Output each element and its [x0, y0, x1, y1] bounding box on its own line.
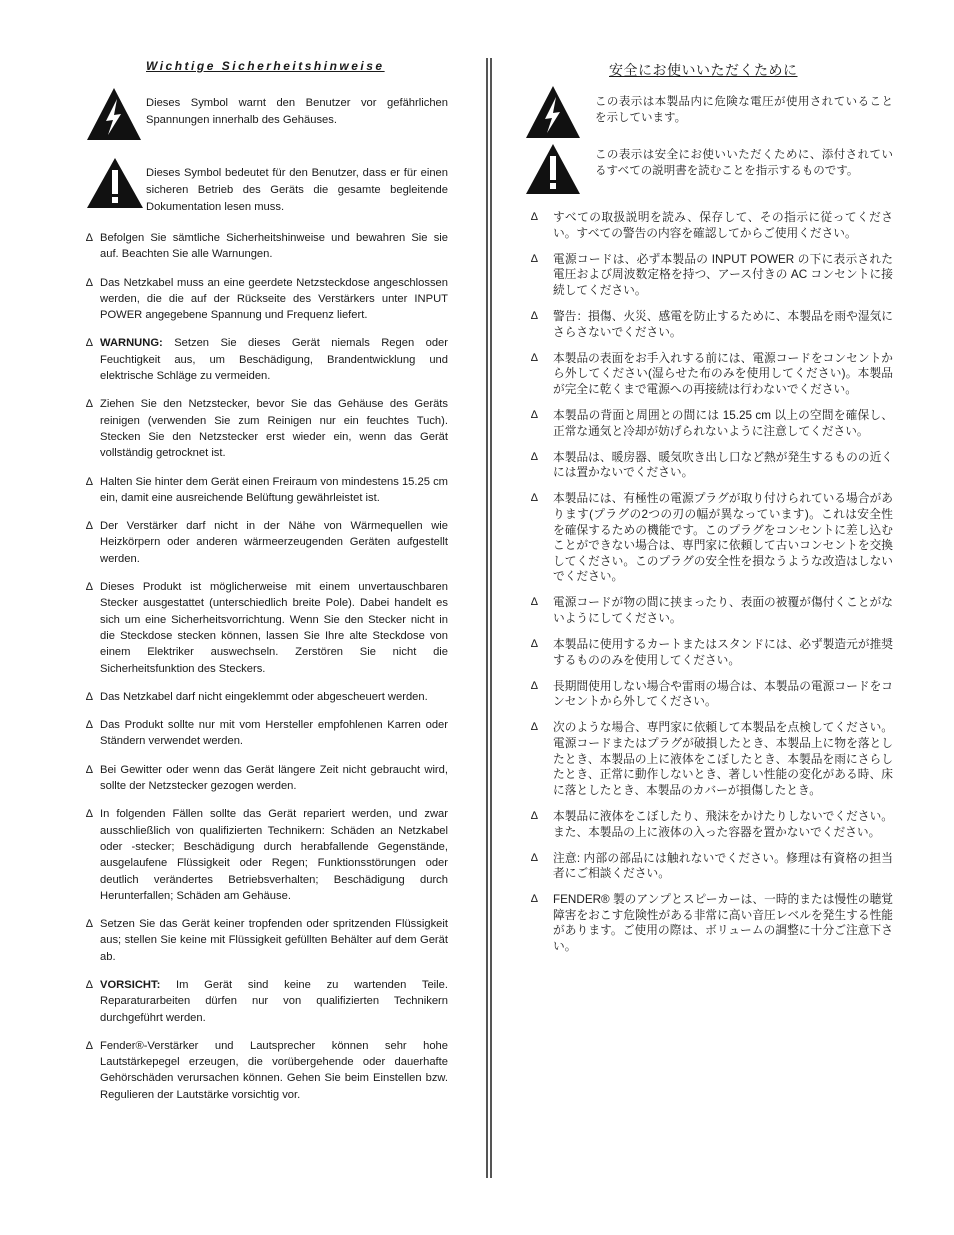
delta-bullet-icon: ∆ [531, 309, 538, 322]
instruction-text: 本製品には、有極性の電源プラグが取り付けられている場合があります(プラグの2つの刃の幅が異なっています)。これは安全性を確保するための機能です。このプラグをコンセントに差し込むことができない場合は、専門家に依頼して古いコンセントを交換してください。このプラグの安全性を損なうような改造はしないでください。 [553, 492, 893, 584]
instruction-text: Setzen Sie dieses Gerät niemals Regen oder Feuchtigkeit aus, um Beschädigung, Brandentwicklung und elektrische Schläge zu vermeiden. [100, 337, 448, 383]
delta-bullet-icon: ∆ [531, 252, 538, 265]
instruction-text: すべての取扱説明を読み、保存して、その指示に従ってください。すべての警告の内容を確認してからご使用ください。 [553, 211, 893, 240]
japanese-instruction-item [531, 408, 893, 439]
german-symbol-exclamation [86, 157, 448, 215]
german-instruction-item [86, 1038, 448, 1103]
delta-bullet-icon: ∆ [531, 679, 538, 692]
instruction-text: 電源コードが物の間に挟まったり、表面の被覆が傷付くことがないようにしてください。 [553, 596, 893, 625]
delta-bullet-icon: ∆ [86, 232, 93, 244]
instruction-text: 電源コードは、必ず本製品の INPUT POWER の下に表示された電圧および周波数定格を持つ、アース付きの AC コンセントに接続してください。 [553, 252, 893, 297]
japanese-instruction-item [531, 491, 893, 585]
german-instruction-item [86, 518, 448, 567]
german-instruction-item [86, 977, 448, 1026]
delta-bullet-icon: ∆ [531, 596, 538, 609]
german-instruction-item [86, 230, 448, 263]
german-instruction-item [86, 806, 448, 904]
instruction-text: 本製品に使用するカートまたはスタンドには、必ず製造元が推奨するもののみを使用してください。 [553, 638, 893, 667]
german-title: Wichtige Sicherheitshinweise [146, 59, 385, 73]
german-instruction-item [86, 275, 448, 324]
instruction-text: Ziehen Sie den Netzstecker, bevor Sie das Gehäuse des Geräts reinigen (verwenden Sie zum Reinigen nur ein feuchtes Tuch). Stecken Sie den Netzstecker erst wieder ein, wenn das Gerät vollständig getrocknet ist. [100, 398, 448, 460]
instruction-lead: WARNUNG: [100, 337, 163, 350]
delta-bullet-icon: ∆ [86, 763, 93, 776]
japanese-instruction-item [531, 309, 893, 340]
exclamation-warning-icon [86, 157, 144, 209]
delta-bullet-icon: ∆ [531, 450, 538, 463]
instruction-text: In folgenden Fällen sollte das Gerät repariert werden, und zwar ausschließlich von qualifizierten Technikern: Schäden an Netzkabel oder -stecker; Beschädigung durch herabfallende Gegenstände, ausgelaufene Flüssigkeit oder Regen; Funktionsstörungen oder deutlich verändertes Betriebsverhalten; Beschädigung durch Herunterfallen; Schäden am Gehäuse. [100, 808, 448, 902]
instruction-text: Befolgen Sie sämtliche Sicherheitshinweise und bewahren Sie sie auf. Beachten Sie alle Warnungen. [100, 232, 448, 261]
german-instruction-item [86, 474, 448, 507]
lightning-warning-icon [86, 87, 142, 141]
german-instruction-item [86, 689, 448, 705]
japanese-instruction-item [531, 851, 893, 882]
german-instruction-item [86, 916, 448, 965]
japanese-instruction-item [531, 450, 893, 481]
german-instruction-item [86, 579, 448, 677]
lightning-warning-icon [525, 85, 581, 139]
japanese-instruction-item [531, 809, 893, 840]
instruction-text: Bei Gewitter oder wenn das Gerät längere Zeit nicht gebraucht wird, sollte der Netzstecker gezogen werden. [100, 763, 448, 793]
delta-bullet-icon: ∆ [531, 721, 538, 734]
instruction-text: 警告：損傷、火災、感電を防止するために、本製品を雨や湿気にさらさないでください。 [553, 309, 893, 339]
instruction-text: Das Produkt sollte nur mit vom Hersteller empfohlenen Karren oder Ständern verwendet werden. [100, 719, 448, 748]
instruction-text: 長期間使用しない場合や雷雨の場合は、本製品の電源コードをコンセントから外してください。 [553, 679, 893, 709]
delta-bullet-icon: ∆ [531, 351, 538, 364]
delta-bullet-icon: ∆ [86, 808, 93, 821]
delta-bullet-icon: ∆ [86, 918, 93, 931]
column-divider-right [490, 58, 492, 1178]
delta-bullet-icon: ∆ [531, 638, 538, 651]
delta-bullet-icon: ∆ [86, 1039, 93, 1052]
german-instruction-item [86, 762, 448, 795]
column-divider-left [486, 58, 488, 1178]
instruction-text: Setzen Sie das Gerät keiner tropfenden oder spritzenden Flüssigkeit aus; stellen Sie keine mit Flüssigkeit gefüllten Behälter auf dem Gerät ab. [100, 918, 448, 963]
delta-bullet-icon: ∆ [86, 581, 93, 594]
delta-bullet-icon: ∆ [86, 398, 93, 411]
delta-bullet-icon: ∆ [531, 492, 538, 505]
japanese-instruction-item [531, 637, 893, 668]
instruction-lead: VORSICHT: [100, 978, 161, 991]
exclamation-warning-icon [525, 143, 581, 195]
japanese-symbol-exclamation-text: この表示は安全にお使いいただくために、添付されているすべての説明書を読むことを指示するものです。 [595, 149, 893, 177]
delta-bullet-icon: ∆ [86, 690, 93, 703]
delta-bullet-icon: ∆ [86, 475, 93, 488]
instruction-text: 本製品の表面をお手入れする前には、電源コードをコンセントから外してください(湿らせた布のみを使用してください)。本製品が完全に乾くまで電源への再接続は行わないでください。 [553, 351, 893, 396]
japanese-instruction-item [531, 720, 893, 798]
delta-bullet-icon: ∆ [86, 719, 93, 732]
instruction-text: 注意: 内部の部品には触れないでください。修理は有資格の担当者にご相談ください。 [553, 851, 893, 881]
japanese-title: 安全にお使いいただくために [609, 62, 798, 78]
japanese-instruction-item [531, 595, 893, 626]
delta-bullet-icon: ∆ [86, 520, 93, 533]
german-instruction-item [86, 396, 448, 461]
instruction-text: Fender®-Verstärker und Lautsprecher können sehr hohe Lautstärkepegel erzeugen, die vorübergehende oder dauerhafte Gehörschäden verursachen können. Gehen Sie beim Einstellen bzw. Regulieren der Lautstärke vorsichtig vor. [100, 1039, 448, 1101]
instruction-text: Dieses Produkt ist möglicherweise mit einem unvertauschbaren Stecker ausgestattet (unterschiedlich breite Pole). Dabei handelt es sich um eine Sicherheitsvorrichtung. Wenn Sie den Stecker nicht in die Steckdose stecken können, lassen Sie Ihre alte Steckdose von einem Elektriker auswechseln. Zerstören Sie nicht die Sicherheitsfunktion des Steckers. [100, 581, 448, 675]
japanese-instruction-item [531, 210, 893, 241]
japanese-instruction-item [531, 679, 893, 710]
instruction-text: 本製品の背面と周囲との間には 15.25 cm 以上の空間を確保し、正常な通気と冷却が妨げられないように注意してください。 [553, 408, 893, 438]
delta-bullet-icon: ∆ [531, 211, 538, 223]
instruction-text: FENDER® 製のアンプとスピーカーは、一時的または慢性の聴覚障害をおこす危険性がある非常に高い音圧レベルを発生する性能があります。ご使用の際は、ボリュームの調整に十分ご注意下さい。 [553, 893, 893, 954]
japanese-instruction-item [531, 252, 893, 299]
japanese-symbol-exclamation [525, 143, 893, 197]
japanese-symbol-lightning [525, 85, 893, 139]
delta-bullet-icon: ∆ [531, 809, 538, 822]
delta-bullet-icon: ∆ [531, 893, 538, 906]
japanese-symbol-lightning-text: この表示は本製品内に危険な電圧が使用されていることを示しています。 [595, 96, 893, 124]
german-instruction-item [86, 717, 448, 750]
german-instructions-list [86, 230, 448, 1115]
instruction-text: Das Netzkabel muss an eine geerdete Netzsteckdose angeschlossen werden, die die auf der Rückseite des Verstärkers unter INPUT POWER angegebene Spannung und Frequenz liefert. [100, 276, 448, 322]
japanese-instruction-item [531, 892, 893, 954]
german-instruction-item [86, 335, 448, 384]
delta-bullet-icon: ∆ [531, 408, 538, 421]
german-symbol-lightning [86, 87, 448, 143]
instruction-text: 本製品に液体をこぼしたり、飛沫をかけたりしないでください。また、本製品の上に液体の入った容器を置かないでください。 [553, 809, 893, 839]
delta-bullet-icon: ∆ [86, 337, 93, 350]
instruction-text: Halten Sie hinter dem Gerät einen Freiraum von mindestens 15.25 cm ein, damit eine ausreichende Belüftung gewährleistet ist. [100, 475, 448, 504]
german-symbol-exclamation-text: Dieses Symbol bedeutet für den Benutzer, dass er für einen sicheren Betrieb des Geräts die gesamte begleitende Dokumentation lesen muss. [146, 167, 448, 213]
instruction-text: Das Netzkabel darf nicht eingeklemmt oder abgescheuert werden. [100, 690, 428, 703]
delta-bullet-icon: ∆ [531, 851, 538, 864]
japanese-instruction-item [531, 351, 893, 398]
delta-bullet-icon: ∆ [86, 978, 93, 991]
german-symbol-lightning-text: Dieses Symbol warnt den Benutzer vor gefährlichen Spannungen innerhalb des Gehäuses. [146, 97, 448, 126]
instruction-text: 次のような場合、専門家に依頼して本製品を点検してください。電源コードまたはプラグが破損したとき、本製品上に物を落としたとき、本製品の上に液体をこぼしたとき、本製品を雨にさらしたとき、正常に動作しないとき、著しい性能の変化がある時、床に落としたとき、本製品のカバーが損傷したとき。 [553, 721, 893, 797]
instruction-text: Der Verstärker darf nicht in der Nähe von Wärmequellen wie Heizkörpern oder anderen wärmeerzeugenden Geräten aufgestellt werden. [100, 520, 448, 565]
instruction-text: Im Gerät sind keine zu wartenden Teile. Reparaturarbeiten dürfen nur von qualifizierten Technikern durchgeführt werden. [100, 978, 448, 1024]
instruction-text: 本製品は、暖房器、暖気吹き出し口など熱が発生するものの近くには置かないでください。 [553, 450, 893, 480]
delta-bullet-icon: ∆ [86, 276, 93, 289]
japanese-instructions-list [531, 210, 893, 965]
